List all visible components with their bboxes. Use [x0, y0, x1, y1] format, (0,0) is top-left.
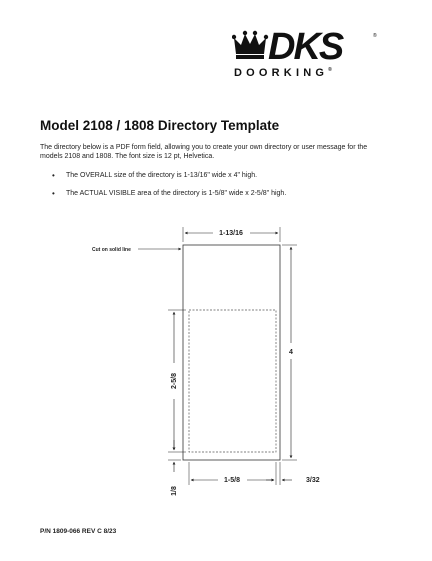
visible-width-label: 1-5/8	[224, 477, 240, 484]
list-item	[52, 189, 286, 207]
bottom-offset-label: 1/8	[171, 486, 178, 496]
overall-height-label: 4	[289, 349, 293, 356]
page-title: Model 2108 / 1808 Directory Template	[40, 118, 280, 133]
dks-logo-graphic	[232, 28, 382, 68]
wordmark-text: DOORKING	[234, 67, 329, 79]
bullet-list	[52, 171, 286, 207]
bullet-text: The ACTUAL VISIBLE area of the directory is 1-5/8" wide x 2-5/8" high.	[66, 190, 287, 197]
intro-paragraph: The directory below is a PDF form field, allowing you to create your own directory or user message for the models 2108 and 1808. The font size is 12 pt, Helvetica.	[40, 144, 368, 160]
bullet-text: The OVERALL size of the directory is 1-13/16" wide x 4" high.	[66, 172, 258, 179]
side-offset-label: 3/32	[306, 477, 320, 484]
overall-width-label: 1-13/16	[219, 230, 243, 237]
visible-area	[189, 310, 276, 452]
visible-height-label: 2-5/8	[171, 373, 178, 389]
bullet-icon: •	[52, 171, 55, 180]
cut-note: Cut on solid line	[92, 247, 131, 253]
crown-icon	[232, 31, 268, 59]
bullet-icon: •	[52, 189, 55, 198]
logo-text: DKS	[268, 28, 343, 68]
list-item	[52, 171, 286, 189]
registered-mark: ®	[373, 33, 377, 39]
doorking-wordmark	[234, 67, 384, 79]
part-number: P/N 1809-066 REV C 8/23	[40, 528, 117, 535]
wordmark-registered: ®	[328, 67, 332, 73]
directory-outline	[183, 245, 280, 460]
template-drawing	[0, 215, 432, 515]
